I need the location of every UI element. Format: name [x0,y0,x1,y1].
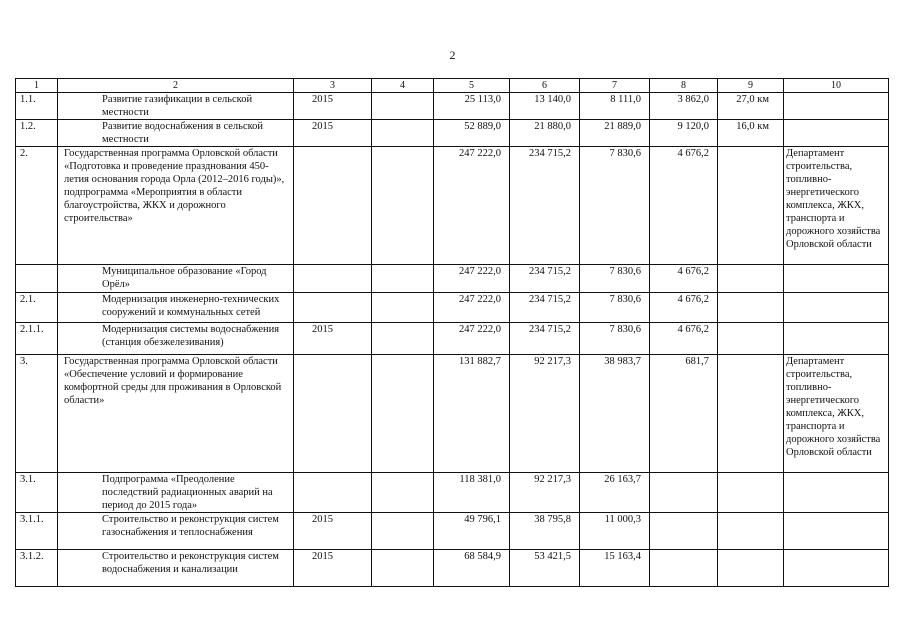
row-col9 [718,147,784,265]
row-col6: 38 795,8 [510,513,580,550]
row-responsible: Департамент строительства, топливно-энергетического комплекса, ЖКХ, транспорта и дорожного хозяйства Орловской области [784,147,889,265]
row-year: 2015 [294,120,372,147]
table-row [16,93,889,120]
table-row [16,147,889,265]
row-col7: 8 111,0 [580,93,650,120]
table-row [16,473,889,513]
table-row [16,550,889,587]
row-year [294,355,372,473]
column-header-6: 6 [510,79,580,93]
table-row [16,355,889,473]
table-row [16,513,889,550]
row-responsible [784,120,889,147]
row-col7: 7 830,6 [580,323,650,355]
row-name: Модернизация системы водоснабжения (станция обезжелезивания) [58,323,294,355]
row-col7: 7 830,6 [580,147,650,265]
row-col4 [372,265,434,293]
row-year: 2015 [294,550,372,587]
header-row [16,79,889,93]
row-col8: 4 676,2 [650,265,718,293]
row-year: 2015 [294,513,372,550]
table-row [16,265,889,293]
row-number: 3.1.1. [16,513,58,550]
row-col4 [372,93,434,120]
column-header-2: 2 [58,79,294,93]
row-col4 [372,120,434,147]
row-name: Развитие водоснабжения в сельской местности [58,120,294,147]
row-col7: 7 830,6 [580,265,650,293]
row-col5: 118 381,0 [434,473,510,513]
row-col5: 247 222,0 [434,265,510,293]
row-col9 [718,513,784,550]
row-responsible [784,323,889,355]
column-header-5: 5 [434,79,510,93]
row-number: 3.1.2. [16,550,58,587]
row-col5: 52 889,0 [434,120,510,147]
row-name: Строительство и реконструкция систем водоснабжения и канализации [58,550,294,587]
row-col5: 247 222,0 [434,293,510,323]
row-year [294,293,372,323]
row-col8: 4 676,2 [650,293,718,323]
row-number: 2. [16,147,58,265]
row-col7: 21 889,0 [580,120,650,147]
row-col4 [372,473,434,513]
row-col4 [372,513,434,550]
row-col7: 11 000,3 [580,513,650,550]
column-header-10: 10 [784,79,889,93]
row-responsible [784,473,889,513]
row-year [294,473,372,513]
column-header-4: 4 [372,79,434,93]
row-col6: 53 421,5 [510,550,580,587]
row-number: 3. [16,355,58,473]
row-col5: 131 882,7 [434,355,510,473]
row-col9 [718,293,784,323]
row-col6: 234 715,2 [510,147,580,265]
row-col5: 25 113,0 [434,93,510,120]
row-col8 [650,513,718,550]
row-name: Подпрограмма «Преодоление последствий радиационных аварий на период до 2015 года» [58,473,294,513]
row-col8: 3 862,0 [650,93,718,120]
table-row [16,293,889,323]
row-number: 2.1.1. [16,323,58,355]
row-col8 [650,473,718,513]
row-name: Модернизация инженерно-технических сооружений и коммунальных сетей [58,293,294,323]
row-number [16,265,58,293]
row-number: 3.1. [16,473,58,513]
row-col7: 26 163,7 [580,473,650,513]
row-name: Муниципальное образование «Город Орёл» [58,265,294,293]
row-col6: 92 217,3 [510,355,580,473]
program-table [15,78,889,587]
row-year [294,265,372,293]
row-name: Развитие газификации в сельской местности [58,93,294,120]
row-col9 [718,355,784,473]
row-col9: 27,0 км [718,93,784,120]
row-number: 1.2. [16,120,58,147]
row-col4 [372,293,434,323]
row-col6: 13 140,0 [510,93,580,120]
row-col6: 234 715,2 [510,323,580,355]
row-responsible [784,265,889,293]
row-responsible [784,93,889,120]
row-col7: 38 983,7 [580,355,650,473]
row-year: 2015 [294,93,372,120]
row-name: Строительство и реконструкция систем газоснабжения и теплоснабжения [58,513,294,550]
row-responsible: Департамент строительства, топливно-энергетического комплекса, ЖКХ, транспорта и дорожного хозяйства Орловской области [784,355,889,473]
row-year [294,147,372,265]
row-col4 [372,323,434,355]
row-col6: 92 217,3 [510,473,580,513]
row-year: 2015 [294,323,372,355]
row-col9 [718,473,784,513]
row-col4 [372,355,434,473]
row-name: Государственная программа Орловской области «Подготовка и проведение празднования 450-летия основания города Орла (2012–2016 годы)», подпрограмма «Мероприятия в области благоустройства, ЖКХ и дорожного строительства» [58,147,294,265]
row-number: 1.1. [16,93,58,120]
column-header-9: 9 [718,79,784,93]
row-col8: 681,7 [650,355,718,473]
row-col6: 21 880,0 [510,120,580,147]
row-col4 [372,550,434,587]
row-col4 [372,147,434,265]
row-responsible [784,513,889,550]
row-col7: 15 163,4 [580,550,650,587]
row-col9 [718,323,784,355]
row-col5: 247 222,0 [434,147,510,265]
row-responsible [784,550,889,587]
table-row [16,323,889,355]
column-header-8: 8 [650,79,718,93]
row-col5: 247 222,0 [434,323,510,355]
row-col8: 9 120,0 [650,120,718,147]
row-col5: 49 796,1 [434,513,510,550]
row-name: Государственная программа Орловской области «Обеспечение условий и формирование комфортной среды для проживания в Орловской области» [58,355,294,473]
row-number: 2.1. [16,293,58,323]
page-number: 2 [449,48,456,62]
row-col9 [718,265,784,293]
row-col8 [650,550,718,587]
row-col9: 16,0 км [718,120,784,147]
column-header-7: 7 [580,79,650,93]
table-row [16,120,889,147]
row-col6: 234 715,2 [510,293,580,323]
row-col6: 234 715,2 [510,265,580,293]
row-col8: 4 676,2 [650,323,718,355]
column-header-3: 3 [294,79,372,93]
column-header-1: 1 [16,79,58,93]
row-col5: 68 584,9 [434,550,510,587]
row-responsible [784,293,889,323]
row-col8: 4 676,2 [650,147,718,265]
row-col7: 7 830,6 [580,293,650,323]
row-col9 [718,550,784,587]
